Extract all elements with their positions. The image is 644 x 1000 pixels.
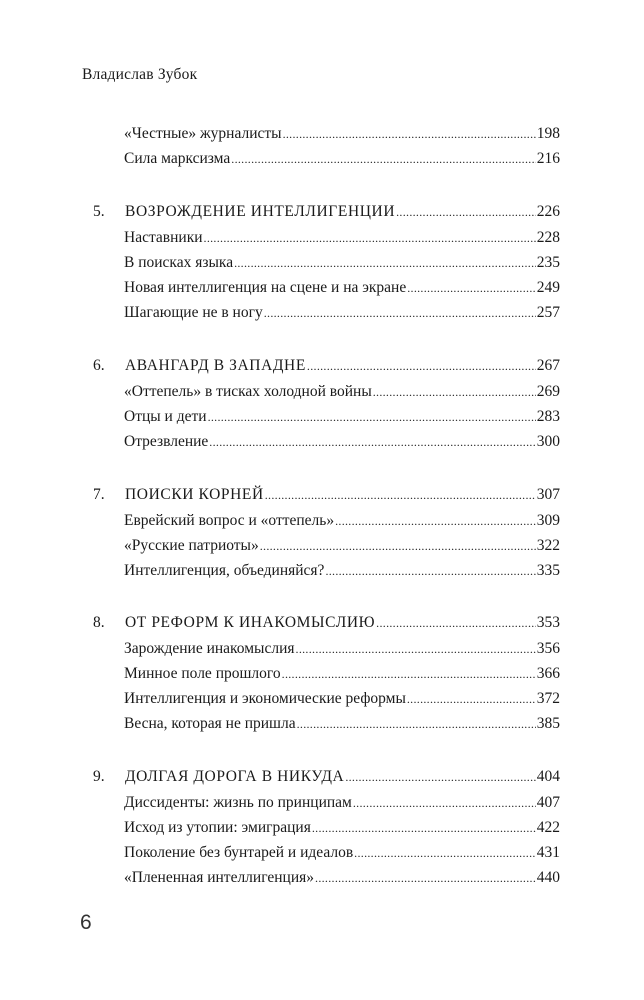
dot-leader — [208, 405, 536, 429]
toc-entry-title: «Оттепель» в тисках холодной войны — [124, 383, 372, 400]
toc-chapter-7[interactable] — [93, 483, 560, 507]
toc-entry-title: Исход из утопии: эмиграция — [124, 819, 311, 836]
toc-entry[interactable] — [124, 866, 560, 890]
toc-entry-page: 249 — [536, 279, 560, 296]
toc-chapter-8[interactable] — [93, 611, 560, 635]
toc-entry-page: 269 — [536, 383, 560, 400]
chapter-page: 404 — [536, 768, 560, 785]
toc-entry-title: Минное поле прошлого — [124, 665, 281, 682]
toc-entry-title: В поисках языка — [124, 254, 234, 271]
toc-entry[interactable] — [124, 712, 560, 736]
toc-entry-title: Отрезвление — [124, 433, 209, 450]
toc-entry-page: 283 — [536, 408, 560, 425]
toc-entry[interactable] — [124, 276, 560, 300]
dot-leader — [283, 122, 536, 146]
toc-entry-title: «Русские патриоты» — [124, 537, 259, 554]
page-number: 6 — [80, 911, 92, 934]
chapter-number: 8. — [93, 614, 105, 631]
toc-entry[interactable] — [124, 430, 560, 454]
dot-leader — [265, 483, 536, 507]
dot-leader — [209, 430, 535, 454]
dot-leader — [315, 866, 536, 890]
toc-entry[interactable] — [124, 301, 560, 325]
toc-entry-title: «Честные» журналисты — [124, 125, 282, 142]
toc-entry-title: Интеллигенция, объединяйся? — [124, 562, 325, 579]
toc-entry[interactable] — [124, 534, 560, 558]
chapter-title: ПОИСКИ КОРНЕЙ — [125, 486, 264, 503]
toc-entry-title: Шагающие не в ногу — [124, 304, 263, 321]
toc-entry[interactable] — [124, 380, 560, 404]
chapter-page: 267 — [536, 357, 560, 374]
toc-entry[interactable] — [124, 687, 560, 711]
dot-leader — [307, 354, 536, 378]
toc-entry[interactable] — [124, 226, 560, 250]
toc-entry[interactable] — [124, 637, 560, 661]
toc-entry-page: 431 — [536, 844, 560, 861]
toc-entry-page: 322 — [536, 537, 560, 554]
dot-leader — [354, 841, 536, 865]
dot-leader — [260, 534, 536, 558]
toc-entry-page: 366 — [536, 665, 560, 682]
toc-entry-page: 372 — [536, 690, 560, 707]
toc-entry-title: Наставники — [124, 229, 203, 246]
toc-entry-title: Весна, которая не пришла — [124, 715, 296, 732]
toc-entry[interactable] — [124, 251, 560, 275]
toc-entry-page: 440 — [536, 869, 560, 886]
running-head-author: Владислав Зубок — [82, 66, 198, 83]
chapter-title: ОТ РЕФОРМ К ИНАКОМЫСЛИЮ — [125, 614, 376, 631]
toc-entry-page: 216 — [536, 150, 560, 167]
chapter-title: ДОЛГАЯ ДОРОГА В НИКУДА — [125, 768, 345, 785]
dot-leader — [345, 765, 535, 789]
toc-entry-page: 228 — [536, 229, 560, 246]
toc-entry-title: Новая интеллигенция на сцене и на экране — [124, 279, 407, 296]
toc-entry[interactable] — [124, 791, 560, 815]
toc-entry[interactable] — [124, 405, 560, 429]
toc-entry[interactable] — [124, 841, 560, 865]
chapter-page: 226 — [536, 203, 560, 220]
chapter-page: 353 — [536, 614, 560, 631]
chapter-title: ВОЗРОЖДЕНИЕ ИНТЕЛЛИГЕНЦИИ — [125, 203, 396, 220]
dot-leader — [376, 611, 536, 635]
toc-entry-page: 309 — [536, 512, 560, 529]
toc-entry-title: Диссиденты: жизнь по принципам — [124, 794, 352, 811]
chapter-title: АВАНГАРД В ЗАПАДНЕ — [125, 357, 306, 374]
dot-leader — [296, 637, 536, 661]
dot-leader — [282, 662, 536, 686]
toc-entry-title: Зарождение инакомыслия — [124, 640, 295, 657]
dot-leader — [325, 559, 535, 583]
dot-leader — [231, 147, 535, 171]
dot-leader — [353, 791, 536, 815]
toc-entry[interactable] — [124, 559, 560, 583]
dot-leader — [312, 816, 536, 840]
toc-entry-page: 335 — [536, 562, 560, 579]
toc-entry[interactable] — [124, 147, 560, 171]
dot-leader — [396, 200, 536, 224]
toc-chapter-6[interactable] — [93, 354, 560, 378]
toc-entry-title: Поколение без бунтарей и идеалов — [124, 844, 354, 861]
toc-entry-page: 385 — [536, 715, 560, 732]
toc-entry-title: Отцы и дети — [124, 408, 207, 425]
dot-leader — [407, 276, 536, 300]
toc-entry[interactable] — [124, 509, 560, 533]
toc-chapter-5[interactable] — [93, 200, 560, 224]
dot-leader — [234, 251, 536, 275]
toc-entry-page: 422 — [536, 819, 560, 836]
dot-leader — [204, 226, 536, 250]
toc-entry-page: 257 — [536, 304, 560, 321]
chapter-number: 7. — [93, 486, 105, 503]
toc-entry-page: 407 — [536, 794, 560, 811]
toc-entry-page: 300 — [536, 433, 560, 450]
toc-entry[interactable] — [124, 662, 560, 686]
chapter-number: 5. — [93, 203, 105, 220]
toc-entry-page: 235 — [536, 254, 560, 271]
toc-entry-title: Интеллигенция и экономические реформы — [124, 690, 406, 707]
dot-leader — [335, 509, 536, 533]
toc-entry-page: 356 — [536, 640, 560, 657]
toc-entry[interactable] — [124, 122, 560, 146]
dot-leader — [373, 380, 536, 404]
dot-leader — [407, 687, 536, 711]
toc-entry-title: Еврейский вопрос и «оттепель» — [124, 512, 335, 529]
toc-entry[interactable] — [124, 816, 560, 840]
chapter-number: 9. — [93, 768, 105, 785]
toc-entry-page: 198 — [536, 125, 560, 142]
toc-entry-title: «Плененная интеллигенция» — [124, 869, 315, 886]
toc-chapter-9[interactable] — [93, 765, 560, 789]
chapter-number: 6. — [93, 357, 105, 374]
chapter-page: 307 — [536, 486, 560, 503]
toc-entry-title: Сила марксизма — [124, 150, 231, 167]
dot-leader — [264, 301, 536, 325]
dot-leader — [297, 712, 536, 736]
